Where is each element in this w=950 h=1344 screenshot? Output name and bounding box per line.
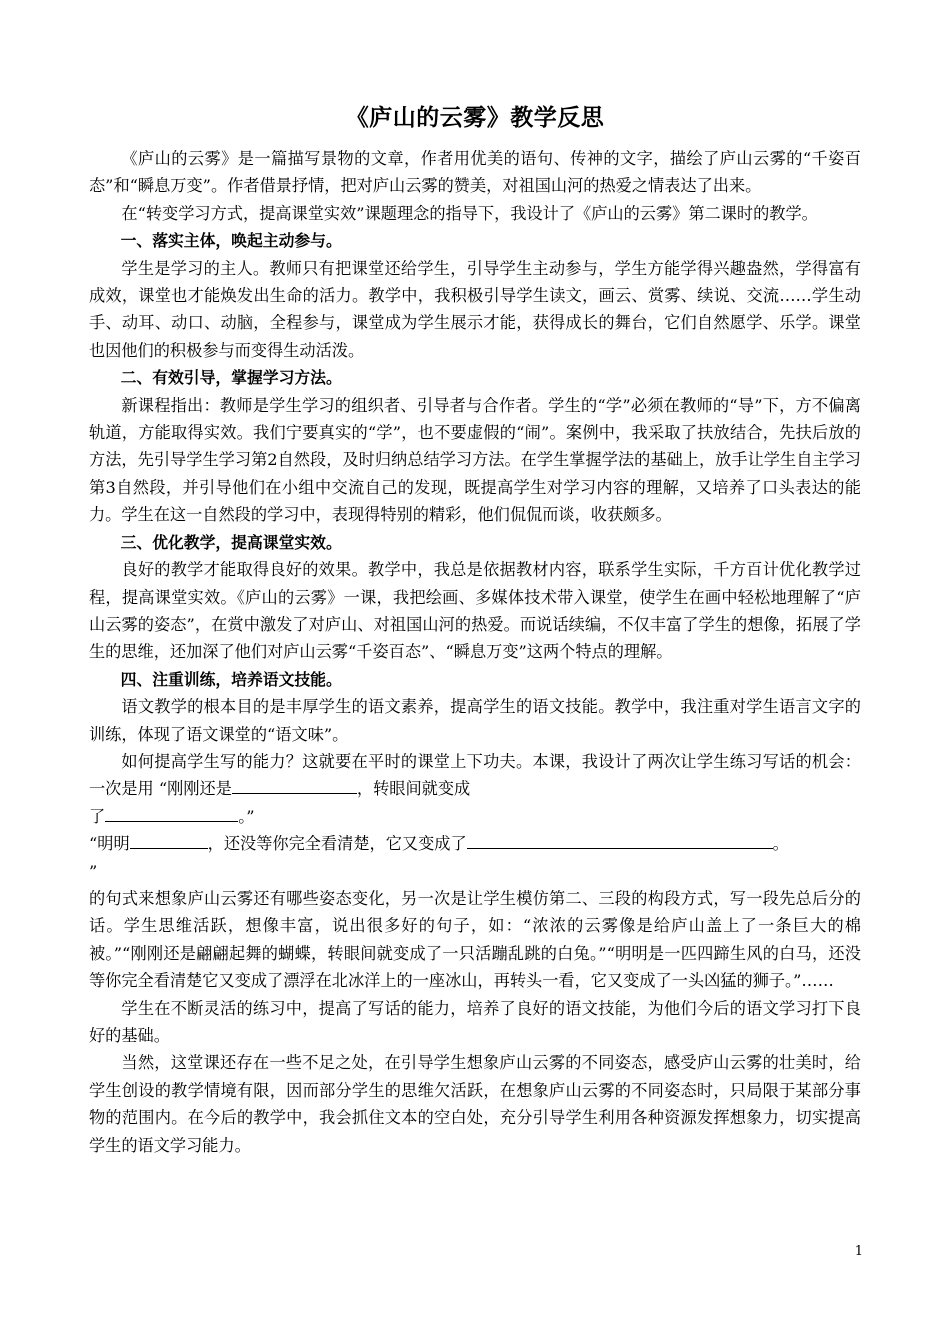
intro-paragraph: 《庐山的云雾》是一篇描写景物的文章，作者用优美的语句、传神的文字，描绘了庐山云雾的“千姿百态”和“瞬息万变”。作者借景抒情，把对庐山云雾的赞美，对祖国山河的热爱之情表达了出来。: [89, 149, 861, 196]
fill-blank-line: [105, 803, 238, 822]
fill-blank-line: [232, 775, 357, 794]
section-heading: 二、有效引导，掌握学习方法。: [120, 368, 342, 388]
exercise-text: ，还没等你完全看清楚，它又变成了: [207, 834, 467, 854]
exercise-text: 。: [772, 834, 789, 854]
section-heading: 一、落实主体，唤起主动参与。: [120, 231, 342, 251]
conclusion-paragraph: 当然，这堂课还存在一些不足之处，在引导学生想象庐山云雾的不同姿态，感受庐山云雾的壮美时，给学生创设的教学情境有限，因而部分学生的思维欠活跃，在想象庐山云雾的不同姿态时，只局限于某部分事物的范围内。在今后的教学中，我会抓住文本的空白处，充分引导学生利用各种资源发挥想象力，切实提高学生的语文学习能力。: [89, 1053, 861, 1155]
exercise-line: ”: [89, 861, 98, 881]
fill-blank-line: [467, 830, 773, 849]
section-paragraph: 语文教学的根本目的是丰厚学生的语文素养，提高学生的语文技能。教学中，我注重对学生语言文字的训练，体现了语文课堂的“语文味”。: [89, 697, 861, 744]
section-paragraph: 新课程指出：教师是学生学习的组织者、引导者与合作者。学生的“学”必须在教师的“导”下，方不偏离轨道，方能取得实效。我们宁要真实的“学”，也不要虚假的“闹”。案例中，我采取了扶放结合，先扶后放的方法，先引导学生学习第2自然段，及时归纳总结学习方法。在学生掌握学法的基础上，放手让学生自主学习第3自然段，并引导他们在小组中交流自己的发现，既提高学生对学习内容的理解，又培养了口头表达的能力。学生在这一自然段的学习中，表现得特别的精彩，他们侃侃而谈，收获颇多。: [89, 395, 861, 525]
intro-paragraph: 在“转变学习方式，提高课堂实效”课题理念的指导下，我设计了《庐山的云雾》第二课时的教学。: [121, 203, 818, 223]
exercise-text: ，转眼间就变成: [356, 779, 471, 799]
section-paragraph: 良好的教学才能取得良好的效果。教学中，我总是依据教材内容，联系学生实际，千方百计优化教学过程，提高课堂实效。《庐山的云雾》一课，我把绘画、多媒体技术带入课堂，使学生在画中轻松地理解了“庐山云雾的姿态”，在赏中激发了对庐山、对祖国山河的热爱。而说话续编，不仅丰富了学生的想像，拓展了学生的思维，还加深了他们对庐山云雾“千姿百态”、“瞬息万变”这两个特点的理解。: [89, 560, 861, 662]
document-body: [89, 145, 861, 1159]
exercise-line: [89, 830, 861, 857]
fill-blank-line: [130, 830, 208, 849]
exercise-text: 了: [89, 806, 106, 826]
section-paragraph: 学生在不断灵活的练习中，提高了写话的能力，培养了良好的语文技能，为他们今后的语文学习打下良好的基础。: [89, 998, 861, 1045]
section-heading: 四、注重训练，培养语文技能。: [120, 669, 342, 689]
document-title: 《庐山的云雾》教学反思: [345, 105, 605, 131]
exercise-text: “明明: [89, 834, 130, 854]
page-number: 1: [854, 1244, 863, 1259]
section-heading: 三、优化教学，提高课堂实效。: [120, 532, 342, 552]
section-paragraph: 的句式来想象庐山云雾还有哪些姿态变化，另一次是让学生模仿第二、三段的构段方式，写一段先总后分的话。学生思维活跃，想像丰富，说出很多好的句子，如：“浓浓的云雾像是给庐山盖上了一条巨大的棉被。”“刚刚还是翩翩起舞的蝴蝶，转眼间就变成了一只活蹦乱跳的白兔。”“明明是一匹四蹄生风的白马，还没等你完全看清楚它又变成了漂浮在北冰洋上的一座冰山，再转头一看，它又变成了一头凶猛的狮子。”……: [89, 888, 861, 991]
exercise-text: 如何提高学生写的能力？这就要在平时的课堂上下功夫。本课，我设计了两次让学生练习写话的机会：一次是用 “刚刚还是: [89, 751, 861, 799]
exercise-text: 。”: [238, 806, 255, 826]
exercise-line: [89, 803, 861, 830]
section-paragraph: 学生是学习的主人。教师只有把课堂还给学生，引导学生主动参与，学生方能学得兴趣盎然，学得富有成效，课堂也才能焕发出生命的活力。教学中，我积极引导学生读文，画云、赏雾、续说、交流……学生动手、动耳、动口、动脑，全程参与，课堂成为学生展示才能，获得成长的舞台，它们自然愿学、乐学。课堂也因他们的积极参与而变得生动活泼。: [89, 258, 861, 360]
exercise-paragraph: [89, 748, 861, 803]
